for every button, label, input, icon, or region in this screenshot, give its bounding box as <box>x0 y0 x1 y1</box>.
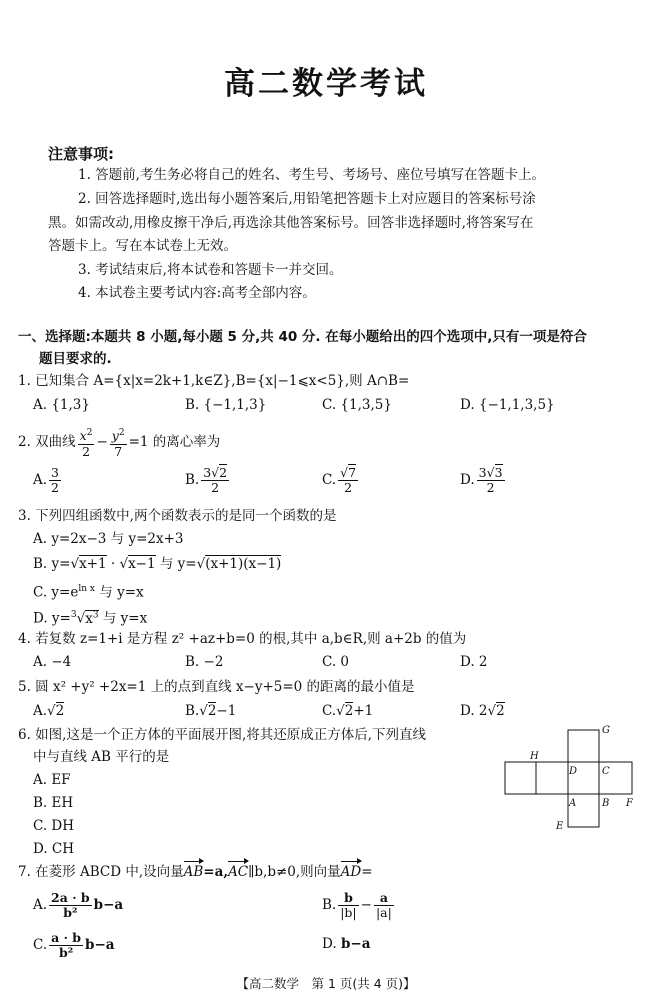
q7-option-c: C. $\frac{a \cdot b}{\text{b²}}$ b−a <box>33 930 115 960</box>
label-a: A <box>569 798 577 809</box>
q4-option-b: B. −2 <box>185 654 224 670</box>
q6-option-b: B. EH <box>33 795 74 811</box>
q3-option-c: C. $y=e^{ln x}$ 与 y=x <box>33 584 144 601</box>
label-d: D <box>569 766 578 777</box>
q2-option-a: A. $\frac{3}{2}$ <box>33 465 59 495</box>
net-square-2 <box>536 762 568 794</box>
notice-line-5: 3. 考试结束后,将本试卷和答题卡一并交回。 <box>78 262 343 278</box>
q2-post: =1 的离心率为 <box>128 434 221 450</box>
q2-frac-y: $\frac{y^2}{7}$ <box>111 428 125 459</box>
q7-option-a: A. $\frac{2a \cdot b}{\text{b²}}$ b−a <box>33 890 124 920</box>
q1-option-b: B. {−1,1,3} <box>185 397 267 413</box>
q7-stem: 7. 在菱形 ABCD 中,设向量AB=a,AC∥b,b≠0,则向量AD= <box>18 864 373 880</box>
q2-stem: 2. 双曲线 $\frac{x^2}{2}$ − $\frac{y^2}{7}$ =1 的离心率为 <box>18 428 221 459</box>
net-square-1 <box>505 762 536 794</box>
notice-heading: 注意事项: <box>48 145 114 163</box>
notice-line-3: 黑。如需改动,用橡皮擦干净后,再选涂其他答案标号。回答非选择题时,将答案写在 <box>48 215 534 231</box>
q6-option-a: A. EF <box>33 772 71 788</box>
q4-option-a: A. −4 <box>33 654 72 670</box>
notice-line-4: 答题卡上。写在本试卷上无效。 <box>48 238 237 254</box>
net-square-top <box>568 730 599 762</box>
notice-line-6: 4. 本试卷主要考试内容:高考全部内容。 <box>78 285 316 301</box>
q5-option-a: A.√2 <box>33 703 65 719</box>
q6-stem-line-1: 6. 如图,这是一个正方体的平面展开图,将其还原成正方体后,下列直线 <box>18 727 427 743</box>
q4-option-d: D. 2 <box>460 654 488 670</box>
q1-option-d: D. {−1,1,3,5} <box>460 397 555 413</box>
notice-line-2: 2. 回答选择题时,选出每小题答案后,用铅笔把答题卡上对应题目的答案标号涂 <box>78 191 536 207</box>
q2-option-c: C. $\frac{√7}{2}$ <box>322 465 357 495</box>
q6-option-d: D. CH <box>33 841 75 857</box>
label-b: B <box>602 798 610 809</box>
q3-option-b: B. y=√x+1 · √x−1 与 y=√(x+1)(x−1) <box>33 556 282 572</box>
label-f: F <box>626 798 633 809</box>
q1-stem: 1. 已知集合 A={x|x=2k+1,k∈Z},B={x|−1⩽x<5},则 A∩B= <box>18 373 410 389</box>
q3-stem: 3. 下列四组函数中,两个函数表示的是同一个函数的是 <box>18 508 337 524</box>
q5-option-b: B.√2−1 <box>185 703 237 719</box>
q2-option-d: D. $\frac{3√3}{2}$ <box>460 465 503 495</box>
q4-option-c: C. 0 <box>322 654 350 670</box>
section-line-2: 题目要求的. <box>39 351 112 367</box>
q7-option-b: B. $\frac{b}{|b|}$ − $\frac{a}{|a|}$ <box>322 890 392 920</box>
q1-option-a: A. {1,3} <box>33 397 90 413</box>
q3-option-a: A. y=2x−3 与 y=2x+3 <box>33 531 184 547</box>
q2-frac-x: $\frac{x^2}{2}$ <box>79 428 93 459</box>
q4-stem: 4. 若复数 z=1+i 是方程 z² +az+b=0 的根,其中 a,b∈R,则 a+2b 的值为 <box>18 631 467 647</box>
label-h: H <box>530 751 539 762</box>
label-e: E <box>556 821 564 832</box>
q5-option-d: D. 2√2 <box>460 703 505 719</box>
exam-title: 高二数学考试 <box>224 66 428 102</box>
q3-option-d: D. $y=^3√x^3$ 与 y=x <box>33 610 148 627</box>
section-line-1: 一、选择题:本题共 8 小题,每小题 5 分,共 40 分. 在每小题给出的四个选项中,只有一项是符合 <box>18 329 587 345</box>
q5-option-c: C.√2+1 <box>322 703 374 719</box>
page-footer: 【高二数学 第 1 页(共 4 页)】 <box>236 976 416 991</box>
q5-stem: 5. 圆 x² +y² +2x=1 上的点到直线 x−y+5=0 的距离的最小值是 <box>18 679 415 695</box>
q7-option-d: D. b−a <box>322 936 371 952</box>
label-g: G <box>602 725 610 736</box>
notice-line-1: 1. 答题前,考生务必将自己的姓名、考生号、考场号、座位号填写在答题卡上。 <box>78 167 545 183</box>
cube-net-figure <box>500 722 640 834</box>
q1-option-c: C. {1,3,5} <box>322 397 392 413</box>
section-heading <box>18 326 643 370</box>
label-c: C <box>602 766 610 777</box>
q2-pre: 2. 双曲线 <box>18 434 76 450</box>
q6-option-c: C. DH <box>33 818 75 834</box>
q6-stem-line-2: 中与直线 AB 平行的是 <box>33 749 170 765</box>
q2-option-b: B. $\frac{3√2}{2}$ <box>185 465 228 495</box>
